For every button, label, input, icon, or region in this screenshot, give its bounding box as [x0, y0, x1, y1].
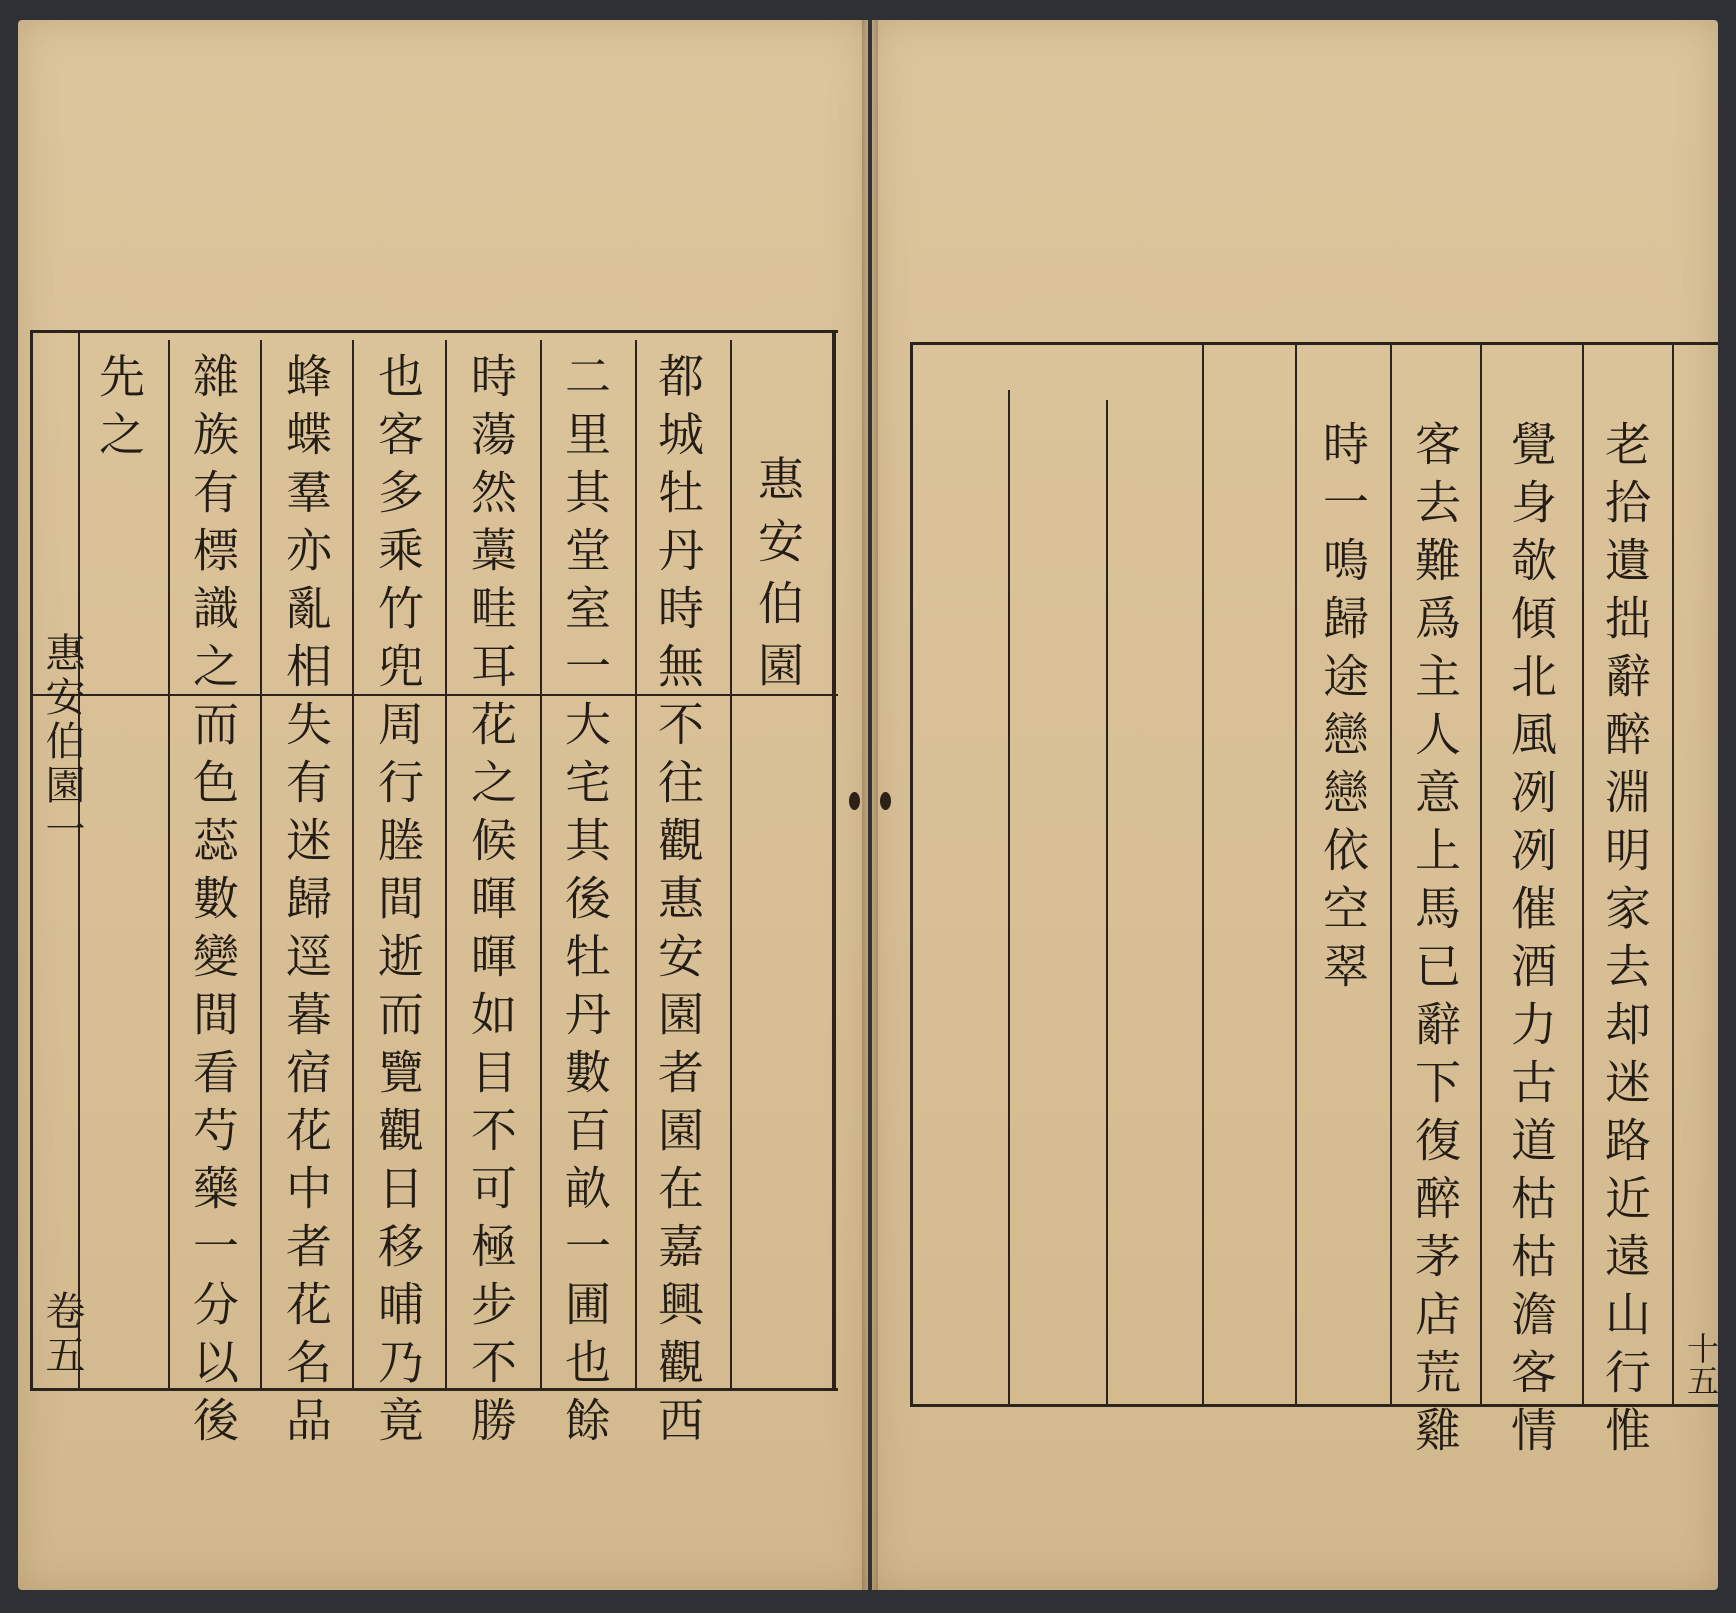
- page-number: 十五: [1682, 1332, 1720, 1396]
- left-frame-top: [30, 330, 838, 333]
- column-rule: [1390, 342, 1392, 1404]
- text-column-r2: 覺身欹傾北風冽冽催酒力古道枯枯澹客情: [1504, 420, 1558, 1464]
- left-frame-bottom: [30, 694, 838, 696]
- text-column-6: 雜族有標識之而色蕊數變間看芍藥一分以後: [186, 352, 240, 1454]
- left-frame-bottom-main: [30, 1388, 838, 1391]
- column-rule: [1008, 390, 1010, 1404]
- left-frame-right: [832, 330, 836, 1391]
- left-frame-left: [30, 330, 33, 1391]
- margin-title: 惠安伯園一: [39, 632, 85, 852]
- text-column-r4: 時一鳴歸途戀戀依空翠: [1316, 420, 1370, 1000]
- text-column-1: 都城牡丹時無不往觀惠安園者園在嘉興觀西: [651, 352, 705, 1454]
- right-frame-left: [910, 342, 913, 1406]
- column-rule: [540, 340, 542, 1388]
- text-column-3: 時蕩然藁畦耳花之候暉暉如目不可極步不勝: [464, 352, 518, 1454]
- book-gutter: [862, 20, 878, 1590]
- left-page-frame: [30, 328, 845, 711]
- right-frame-top: [910, 342, 1718, 345]
- left-margin-column-rule: [78, 330, 80, 1391]
- column-rule: [352, 340, 354, 1388]
- column-rule: [445, 340, 447, 1388]
- column-rule: [1480, 342, 1482, 1404]
- left-page: [18, 20, 868, 1590]
- column-rule: [1106, 400, 1108, 1404]
- text-column-r1: 老拾遺拙辭醉淵明家去却迷路近遠山行惟: [1598, 420, 1652, 1464]
- margin-volume: 卷五: [39, 1290, 85, 1378]
- right-frame-bottom: [910, 1404, 1718, 1407]
- text-column-7: 先之: [92, 352, 146, 468]
- column-rule: [1295, 342, 1297, 1404]
- column-rule: [635, 340, 637, 1388]
- section-title: 惠安伯園: [751, 455, 805, 703]
- column-rule: [260, 340, 262, 1388]
- text-column-5: 蜂蝶羣亦亂相失有迷歸逕暮宿花中者花名品: [279, 352, 333, 1454]
- column-rule: [1582, 342, 1584, 1404]
- text-column-r3: 客去難爲主人意上馬已辭下復醉茅店荒雞: [1408, 420, 1462, 1464]
- binding-hole: [880, 792, 891, 810]
- column-rule: [1202, 342, 1204, 1404]
- text-column-2: 二里其堂室一大宅其後牡丹數百畝一圃也餘: [558, 352, 612, 1454]
- column-rule: [168, 340, 170, 1388]
- binding-hole: [849, 792, 860, 810]
- text-column-4: 也客多乘竹兜周行塍間逝而覽觀日移晡乃竟: [371, 352, 425, 1454]
- right-fore-edge-rule: [1672, 342, 1674, 1404]
- column-rule: [730, 340, 732, 1388]
